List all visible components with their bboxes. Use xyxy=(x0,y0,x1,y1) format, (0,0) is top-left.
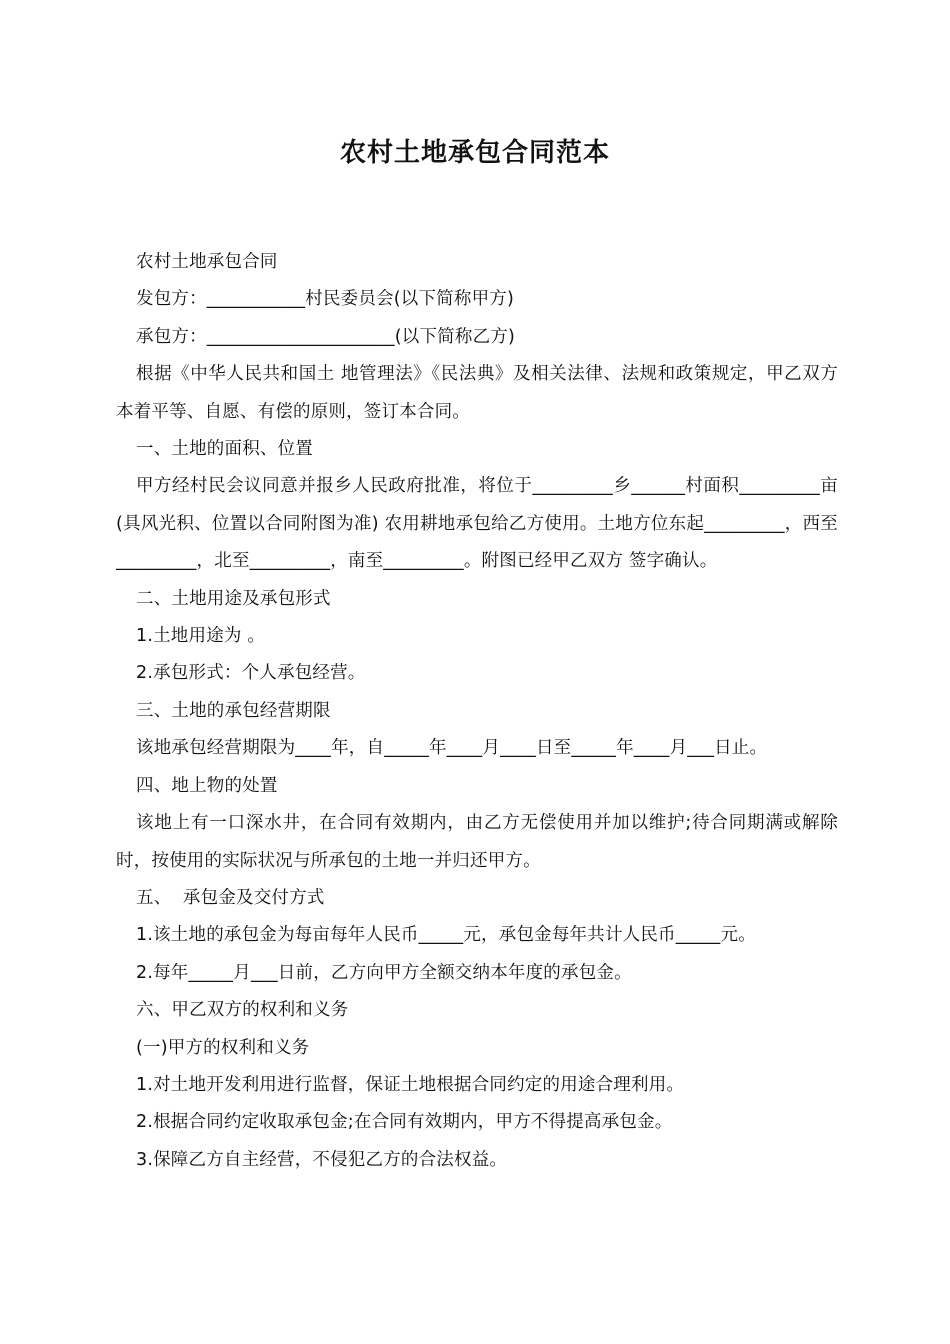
party-a-line: 发包方：___________村民委员会(以下简称甲方) xyxy=(136,289,515,310)
clause-item: 2.承包形式：个人承包经营。 xyxy=(136,663,366,684)
contract-heading: 农村土地承包合同 xyxy=(136,252,278,272)
section-heading: 五、 承包金及交付方式 xyxy=(136,887,325,908)
clause-item: 1.对土地开发利用进行监督，保证土地根据合同约定的用途合理利用。 xyxy=(136,1074,685,1095)
subsection-heading: (一)甲方的权利和义务 xyxy=(136,1037,310,1058)
section-heading: 六、甲乙双方的权利和义务 xyxy=(136,1000,349,1021)
clause-item: 2.每年_____月___日前，乙方向甲方全额交纳本年度的承包金。 xyxy=(136,962,632,983)
section-heading: 二、土地用途及承包形式 xyxy=(136,588,331,609)
document-body xyxy=(116,244,838,1179)
document-title: 农村土地承包合同范本 xyxy=(339,138,610,168)
clause-item: 3.保障乙方自主经营，不侵犯乙方的合法权益。 xyxy=(136,1149,508,1170)
ground-objects-paragraph: 该地上有一口深水井，在合同有效期内，由乙方无偿使用并加以维护;待合同期满或解除时，按使用的实际状况与所承包的土地一并归还甲方。 xyxy=(116,813,838,871)
term-paragraph: 该地承包经营期限为____年，自_____年____月____日至_____年____月___日止。 xyxy=(136,738,768,759)
clause-item: 1.土地用途为 。 xyxy=(136,626,266,647)
section-heading: 四、地上物的处置 xyxy=(136,775,278,796)
party-b-line: 承包方：_____________________(以下简称乙方) xyxy=(136,326,516,347)
clause-item: 2.根据合同约定收取承包金;在合同有效期内，甲方不得提高承包金。 xyxy=(136,1112,673,1133)
preamble-paragraph: 根据《中华人民共和国土 地管理法》《民法典》及相关法律、法规和政策规定，甲乙双方本着平等、自愿、有偿的原则，签订本合同。 xyxy=(116,364,838,422)
clause-item: 1.该土地的承包金为每亩每年人民币_____元，承包金每年共计人民币_____元。 xyxy=(136,925,756,946)
section-heading: 一、土地的面积、位置 xyxy=(136,439,313,460)
land-location-paragraph: 甲方经村民会议同意并报乡人民政府批准，将位于_________乡______村面积_________亩(具风光积、位置以合同附图为准) 农用耕地承包给乙方使用。土地方位东起_________，西至_________，北至_________，南至_________。附图已经甲乙双方 签字确认。 xyxy=(116,476,838,572)
section-heading: 三、土地的承包经营期限 xyxy=(136,700,331,721)
